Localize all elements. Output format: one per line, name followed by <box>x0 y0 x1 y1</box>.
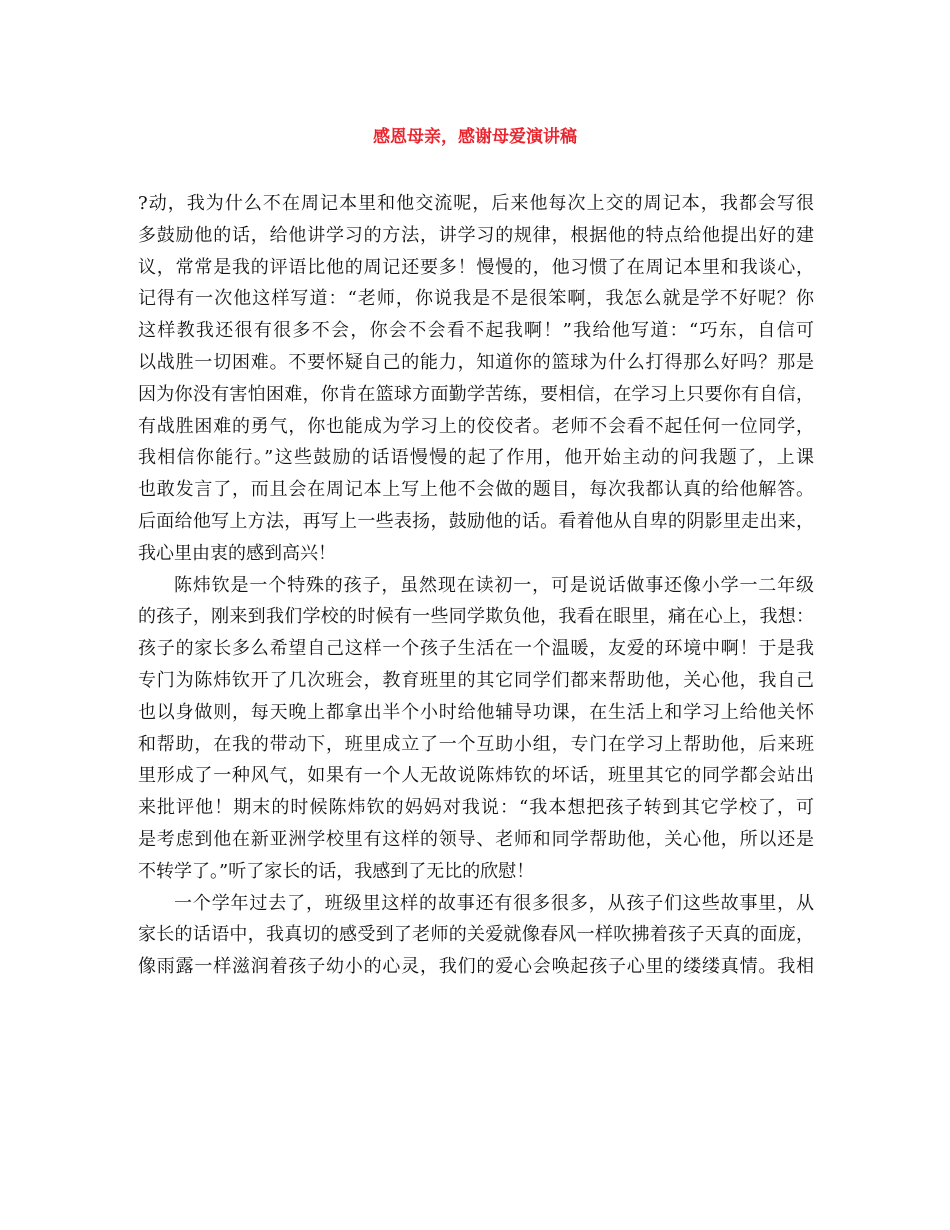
text-line: 来批评他！期末的时候陈炜钦的妈妈对我说：“我本想把孩子转到其它学校了，可 <box>138 797 814 819</box>
text-line: 专门为陈炜钦开了几次班会，教育班里的其它同学们都来帮助他，关心他，我自己 <box>138 669 814 691</box>
text-line: 有战胜困难的勇气，你也能成为学习上的佼佼者。老师不会看不起任何一位同学， <box>138 415 814 437</box>
text-line: 我心里由衷的感到高兴！ <box>138 542 336 564</box>
text-line: 这样教我还很有很多不会，你会不会看不起我啊！”我给他写道：“巧东，自信可 <box>138 320 814 342</box>
text-line: 家长的话语中，我真切的感受到了老师的关爱就像春风一样吹拂着孩子天真的面庞， <box>138 924 814 946</box>
text-line: 也敢发言了，而且会在周记本上写上他不会做的题目，每次我都认真的给他解答。 <box>138 479 814 501</box>
text-line: 不转学了。”听了家长的话，我感到了无比的欣慰！ <box>138 860 535 882</box>
text-line: 是考虑到他在新亚洲学校里有这样的领导、老师和同学帮助他，关心他，所以还是 <box>138 828 814 850</box>
text-line: 孩子的家长多么希望自己这样一个孩子生活在一个温暖，友爱的环境中啊！于是我 <box>138 638 814 660</box>
text-line: 像雨露一样滋润着孩子幼小的心灵，我们的爱心会唤起孩子心里的缕缕真情。我相 <box>138 956 814 978</box>
text-line: 陈炜钦是一个特殊的孩子，虽然现在读初一，可是说话做事还像小学一二年级 <box>174 574 814 596</box>
text-line: 我相信你能行。”这些鼓励的话语慢慢的起了作用，他开始主动的问我题了，上课 <box>138 447 814 469</box>
text-line: ?动，我为什么不在周记本里和他交流呢，后来他每次上交的周记本，我都会写很 <box>138 193 814 214</box>
text-line: 和帮助，在我的带动下，班里成立了一个互助小组，专门在学习上帮助他，后来班 <box>138 733 814 755</box>
text-line: 多鼓励他的话，给他讲学习的方法，讲学习的规律，根据他的特点给他提出好的建 <box>138 224 814 246</box>
document-title: 感恩母亲，感谢母爱演讲稿 <box>373 127 577 147</box>
text-line: 的孩子，刚来到我们学校的时候有一些同学欺负他，我看在眼里，痛在心上，我想： <box>138 606 814 628</box>
text-line: 因为你没有害怕困难，你肯在篮球方面勤学苦练，要相信，在学习上只要你有自信， <box>138 383 814 405</box>
text-line: 里形成了一种风气，如果有一个人无故说陈炜钦的坏话，班里其它的同学都会站出 <box>138 765 814 787</box>
text-line: 议，常常是我的评语比他的周记还要多！慢慢的，他习惯了在周记本里和我谈心， <box>138 256 814 278</box>
document-body <box>138 188 814 983</box>
text-line: 以战胜一切困难。不要怀疑自己的能力，知道你的篮球为什么打得那么好吗？那是 <box>138 351 814 373</box>
text-line: 记得有一次他这样写道：“老师，你说我是不是很笨啊，我怎么就是学不好呢？你 <box>138 288 814 310</box>
text-line: 后面给他写上方法，再写上一些表扬，鼓励他的话。看着他从自卑的阴影里走出来， <box>138 510 814 532</box>
text-line: 也以身做则，每天晚上都拿出半个小时给他辅导功课，在生活上和学习上给他关怀 <box>138 701 814 723</box>
text-line: 一个学年过去了，班级里这样的故事还有很多很多，从孩子们这些故事里，从 <box>174 892 814 914</box>
